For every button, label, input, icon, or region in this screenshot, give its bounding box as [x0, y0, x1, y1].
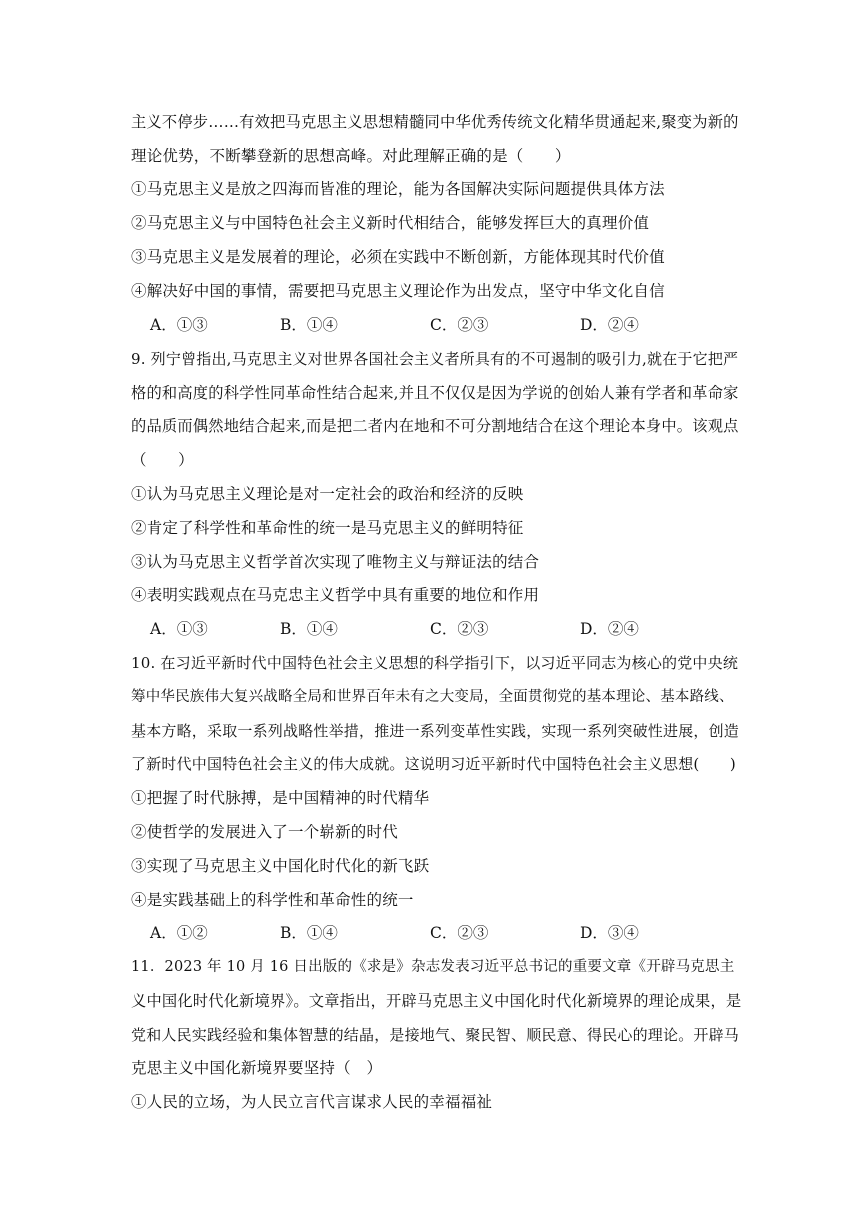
q8-statement-4: ④解决好中国的事情，需要把马克思主义理论作为出发点，坚守中华文化自信 — [131, 282, 665, 300]
q8-statement-2: ②马克思主义与中国特色社会主义新时代相结合，能够发挥巨大的真理价值 — [131, 214, 650, 232]
q9-statement-4: ④表明实践观点在马克忠主义哲学中具有重要的地位和作用 — [131, 586, 540, 604]
q11-stem-line: 11．2023 年 10 月 16 日出版的《求是》杂志发表习近平总书记的重要文章《开辟马克思主 — [131, 959, 735, 975]
q8-statement-1: ①马克思主义是放之四海而皆准的理论，能为各国解决实际问题提供具体方法 — [131, 180, 665, 198]
q9-option-a: A．①③ — [150, 620, 208, 638]
q8-option-b: B．①④ — [280, 316, 338, 334]
q9-option-b: B．①④ — [280, 620, 338, 638]
q10-statement-2: ②使哲学的发展进入了一个崭新的时代 — [131, 823, 398, 841]
q8-option-d: D．②④ — [580, 316, 639, 334]
q8-stem-line: 主义不停步……有效把马克思主义思想精髓同中华优秀传统文化精华贯通起来,聚变为新的 — [131, 113, 739, 131]
q9-stem-line: 的品质而偶然地结合起来,而是把二者内在地和不可分割地结合在这个理论本身中。该观点 — [131, 417, 739, 435]
q10-stem-line: 筹中华民族伟大复兴战略全局和世界百年未有之大变局，全面贯彻党的基本理论、基本路线、 — [131, 689, 734, 705]
q9-option-c: C．②③ — [430, 620, 489, 638]
q10-statement-4: ④是实践基础上的科学性和革命性的统一 — [131, 891, 414, 909]
q8-option-a: A．①③ — [150, 316, 208, 334]
q9-options — [150, 618, 710, 640]
q10-statement-1: ①把握了时代脉搏，是中国精神的时代精华 — [131, 789, 430, 807]
q10-option-b: B．①④ — [280, 924, 338, 942]
q8-statement-3: ③马克思主义是发展着的理论，必须在实践中不断创新，方能体现其时代价值 — [131, 248, 665, 266]
q10-option-d: D．③④ — [580, 924, 639, 942]
q8-stem-line: 理论优势，不断攀登新的思想高峰。对此理解正确的是（ ） — [131, 147, 571, 165]
q11-stem-line: 党和人民实践经验和集体智慧的结晶，是接地气、聚民智、顺民意、得民心的理论。开辟马 — [131, 1026, 740, 1044]
q10-stem-line: 了新时代中国特色社会主义的伟大成就。这说明习近平新时代中国特色社会主义思想( ) — [131, 755, 736, 773]
q9-stem-line: 9. 列宁曾指出,马克思主义对世界各国社会主义者所具有的不可遏制的吸引力,就在于它把严 — [131, 350, 739, 368]
q10-statement-3: ③实现了马克思主义中国化时代化的新飞跃 — [131, 857, 430, 875]
q9-option-d: D．②④ — [580, 620, 639, 638]
q10-stem-line: 基本方略，采取一系列战略性举措，推进一系列变革性实践，实现一系列突破性进展，创造 — [131, 722, 740, 740]
q11-statement-1: ①人民的立场，为人民立言代言谋求人民的幸福福祉 — [131, 1093, 493, 1111]
q10-options — [150, 922, 710, 944]
q11-stem-line: 义中国化时代化新境界》。文章指出，开辟马克思主义中国化时代化新境界的理论成果，是 — [131, 992, 742, 1010]
q9-stem-line: 格的和高度的科学性同革命性结合起来,并且不仅仅是因为学说的创始人兼有学者和革命家 — [131, 384, 739, 402]
q9-statement-1: ①认为马克思主义理论是对一定社会的政治和经济的反映 — [131, 485, 524, 503]
q10-option-c: C．②③ — [430, 924, 489, 942]
q9-statement-2: ②肯定了科学性和革命性的统一是马克思主义的鲜明特征 — [131, 519, 524, 537]
q11-stem-line: 克思主义中国化新境界要坚持（ ） — [131, 1059, 383, 1077]
q9-statement-3: ③认为马克思主义哲学首次实现了唯物主义与辩证法的结合 — [131, 553, 540, 571]
q10-option-a: A．①② — [150, 924, 208, 942]
q8-option-c: C．②③ — [430, 316, 489, 334]
q9-stem-line: （ ） — [131, 451, 194, 469]
q8-options — [150, 314, 710, 336]
q10-stem-line: 10. 在习近平新时代中国特色社会主义思想的科学指引下，以习近平同志为核心的党中央统 — [131, 654, 739, 672]
